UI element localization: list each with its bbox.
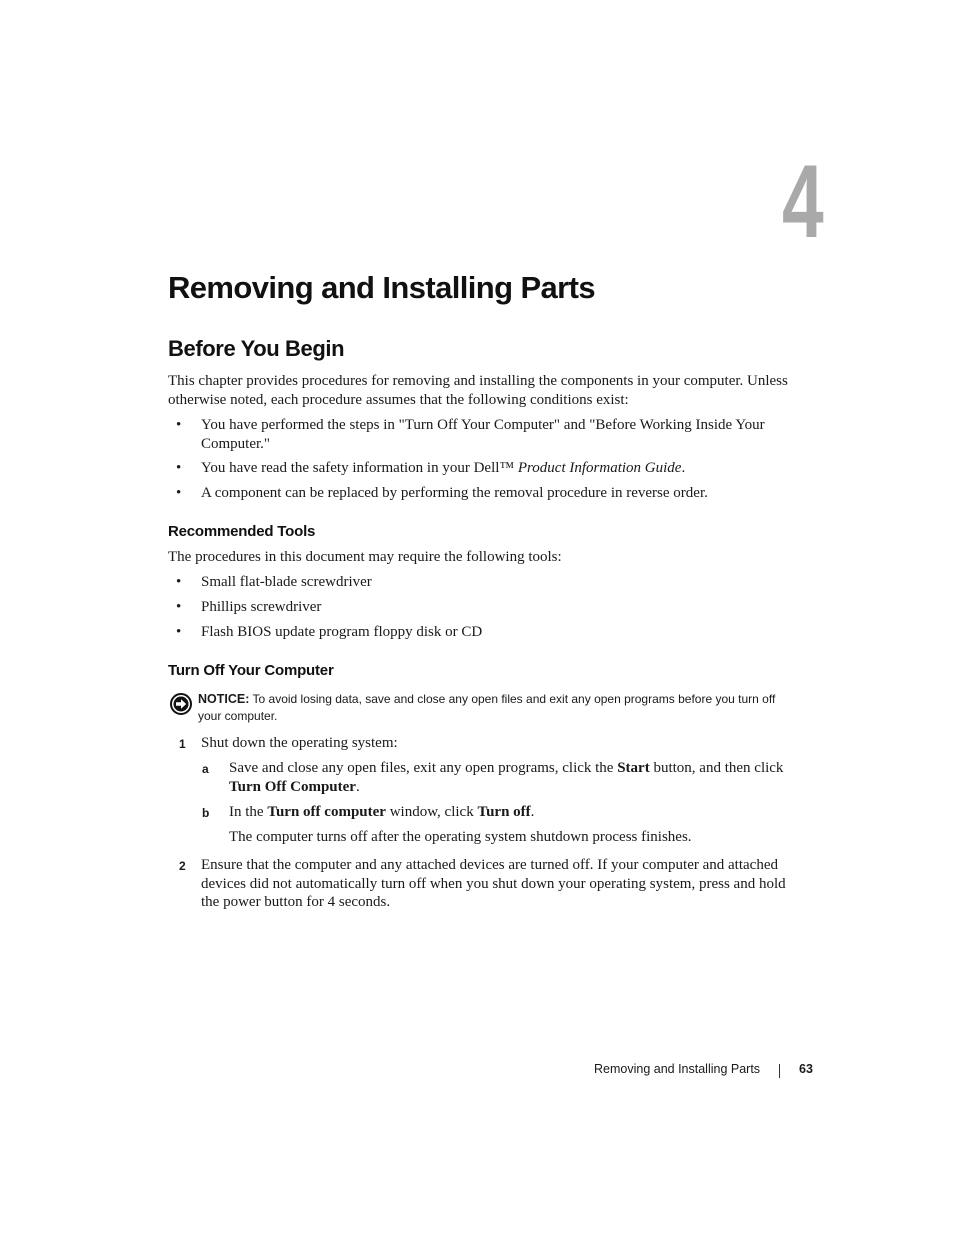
notice-arrow-icon: [170, 693, 192, 715]
bullet-icon: •: [176, 574, 182, 590]
chapter-title: Removing and Installing Parts: [168, 270, 596, 305]
section-title: Before You Begin: [168, 336, 345, 361]
substep-note: [168, 828, 788, 847]
bullet-icon: •: [176, 599, 182, 615]
list-item-text: Phillips screwdriver: [201, 599, 322, 615]
turn-off-computer-ref: Turn Off Computer: [229, 778, 356, 795]
substep-letter: b: [202, 806, 210, 820]
substep-text: [229, 759, 788, 796]
notice-box: [168, 691, 788, 725]
list-item-text: A component can be replaced by performing the removal procedure in reverse order.: [201, 485, 708, 501]
tools-heading: Recommended Tools: [168, 523, 316, 540]
list-item: [168, 623, 788, 642]
substep-text: [229, 803, 788, 822]
chapter-number: 4: [782, 144, 824, 260]
list-item: [168, 573, 788, 592]
notice-text: [198, 691, 788, 725]
substep-text-part: .: [355, 778, 360, 795]
substep-text-part: Save and close any open files, exit any open programs, click the: [229, 760, 618, 776]
list-item-text: You have performed the steps in "Turn Off Your Computer" and "Before Working Inside Your Computer.": [201, 417, 765, 452]
substep-text-part: .: [530, 804, 535, 820]
substep-text-part: button, and then click: [649, 760, 784, 776]
bullet-icon: •: [176, 485, 182, 501]
turn-off-computer-window-ref: Turn off computer: [267, 804, 386, 820]
bullet-icon: •: [176, 417, 182, 433]
substep-text-part: In the: [229, 804, 268, 820]
step-number: 1: [179, 737, 186, 751]
list-item: [168, 598, 788, 617]
step-number: 2: [179, 859, 186, 873]
notice-body: To avoid losing data, save and close any open files and exit any open programs before you turn off your computer.: [198, 692, 776, 723]
step-text: Ensure that the computer and any attached devices are turned off. If your computer and attached devices did not automatically turn off when you shut down your operating system, press and hold the power button for 4 seconds.: [201, 857, 786, 910]
list-item: [168, 416, 788, 453]
list-item: [168, 734, 788, 753]
product-guide-title: Product Information Guide: [517, 460, 682, 476]
list-item-text: Small flat-blade screwdriver: [201, 574, 372, 590]
substep-text-part: window, click: [385, 804, 478, 820]
step-text: Shut down the operating system:: [201, 735, 398, 751]
list-item: [168, 759, 788, 796]
footer-title: Removing and Installing Parts: [594, 1062, 761, 1076]
turnoff-heading: Turn Off Your Computer: [168, 662, 334, 679]
page-number: 63: [799, 1062, 813, 1076]
turn-off-ref: Turn off: [477, 804, 531, 820]
bullet-icon: •: [176, 624, 182, 640]
start-button-ref: Start: [617, 760, 650, 776]
footer-divider: [779, 1064, 780, 1078]
list-item: [168, 459, 788, 478]
substep-note-text: The computer turns off after the operating system shutdown process finishes.: [229, 829, 692, 845]
list-item: [168, 484, 788, 503]
tools-intro: The procedures in this document may require the following tools:: [168, 549, 562, 565]
list-item-text-post: .: [681, 460, 686, 476]
notice-label: NOTICE:: [198, 692, 250, 706]
list-item-text: Flash BIOS update program floppy disk or CD: [201, 624, 483, 640]
list-item-text: [201, 459, 788, 478]
substep-letter: a: [202, 762, 209, 776]
list-item: [168, 856, 788, 912]
list-item-text-pre: You have read the safety information in your Dell™: [201, 460, 518, 476]
section-intro: This chapter provides procedures for removing and installing the components in your computer. Unless otherwise noted, each procedure assumes that the following conditions exist:: [168, 373, 788, 408]
bullet-icon: •: [176, 460, 182, 476]
list-item: [168, 803, 788, 822]
